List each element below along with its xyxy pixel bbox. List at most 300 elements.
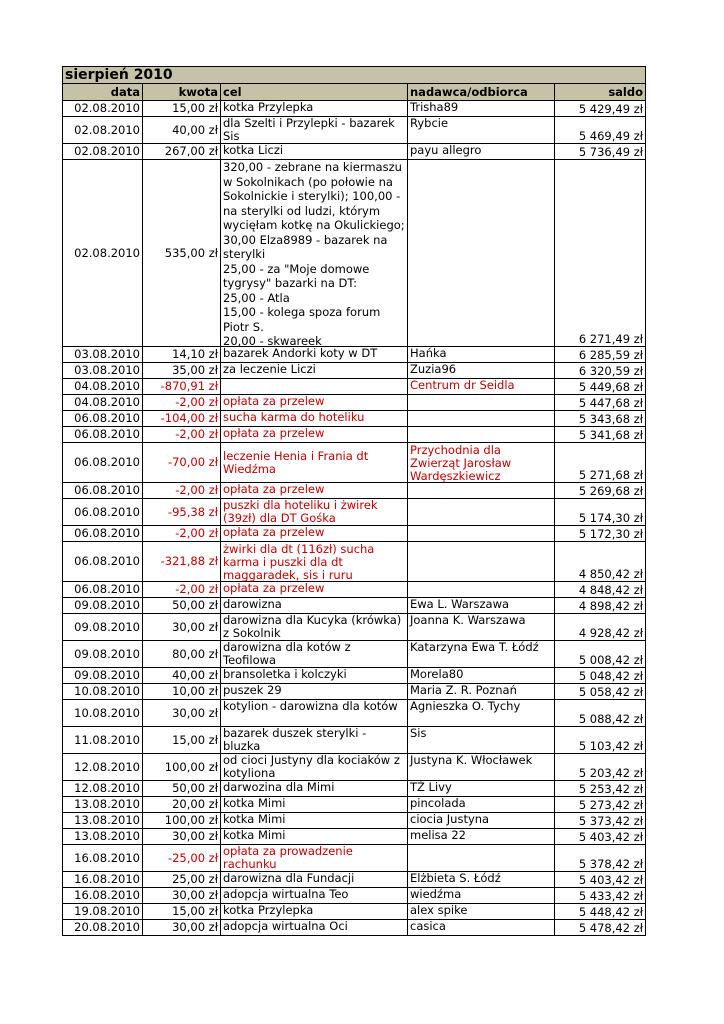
amount-cell-text: -2,00 zł <box>175 582 218 596</box>
cel-cell-text: od cioci Justyny dla kociaków z kotyliona <box>223 753 400 780</box>
saldo-cell <box>555 813 646 829</box>
table-row <box>63 904 646 920</box>
date-cell <box>63 443 143 483</box>
cel-cell <box>221 904 408 920</box>
who-cell-text: wiedźma <box>410 887 462 901</box>
amount-cell-text: -870,91 zł <box>160 379 218 393</box>
date-cell <box>63 542 143 582</box>
cel-cell <box>221 797 408 813</box>
who-cell <box>408 117 555 144</box>
who-cell <box>408 888 555 904</box>
who-cell-text: Przychodnia dla Zwierząt Jarosław Wardęszkiewicz <box>410 442 512 483</box>
saldo-cell <box>555 920 646 936</box>
saldo-cell-text: 6 320,59 zł <box>578 364 643 378</box>
saldo-cell <box>555 754 646 781</box>
amount-cell-text: -70,00 zł <box>167 455 218 469</box>
who-cell <box>408 427 555 443</box>
table-row <box>63 641 646 668</box>
table-row <box>63 483 646 499</box>
date-cell <box>63 920 143 936</box>
table-row <box>63 684 646 700</box>
amount-cell-text: 20,00 zł <box>172 797 218 811</box>
ledger-body <box>63 67 646 936</box>
sheet-title: sierpień 2010 <box>63 67 646 84</box>
saldo-cell <box>555 347 646 363</box>
cel-cell <box>221 700 408 727</box>
cel-cell-text: żwirki dla dt (116zł) sucha karma i puszki dla dt maggaradek, sis i ruru <box>223 541 375 582</box>
amount-cell <box>143 582 221 598</box>
who-cell <box>408 700 555 727</box>
who-cell <box>408 443 555 483</box>
amount-cell-text: 30,00 zł <box>172 920 218 934</box>
cel-cell <box>221 781 408 797</box>
who-cell <box>408 781 555 797</box>
saldo-cell <box>555 872 646 888</box>
cel-cell-text: kotka Mimi <box>223 812 286 826</box>
saldo-cell <box>555 499 646 526</box>
cel-cell-text: darowizna <box>223 597 282 611</box>
date-cell-text: 06.08.2010 <box>74 455 140 469</box>
table-row <box>63 754 646 781</box>
date-cell-text: 20.08.2010 <box>74 920 140 934</box>
amount-cell-text: 50,00 zł <box>172 598 218 612</box>
who-cell <box>408 614 555 641</box>
cel-cell-text: opłata za przelew <box>223 482 325 496</box>
saldo-cell-text: 5 736,49 zł <box>578 145 643 159</box>
saldo-cell-text: 5 403,42 zł <box>578 873 643 887</box>
cel-cell <box>221 499 408 526</box>
table-row <box>63 101 646 117</box>
table-row <box>63 872 646 888</box>
saldo-cell-text: 5 341,68 zł <box>578 428 643 442</box>
who-cell <box>408 526 555 542</box>
cel-cell <box>221 641 408 668</box>
date-cell-text: 06.08.2010 <box>74 427 140 441</box>
who-cell <box>408 598 555 614</box>
date-cell <box>63 904 143 920</box>
amount-cell <box>143 920 221 936</box>
who-cell <box>408 727 555 754</box>
amount-cell-text: -2,00 zł <box>175 427 218 441</box>
saldo-cell <box>555 117 646 144</box>
who-cell <box>408 829 555 845</box>
who-cell <box>408 668 555 684</box>
cel-cell-text: kotka Przylepka <box>223 903 314 917</box>
amount-cell <box>143 614 221 641</box>
table-row <box>63 347 646 363</box>
saldo-cell <box>555 727 646 754</box>
header-row <box>63 84 646 101</box>
cel-cell <box>221 813 408 829</box>
table-row <box>63 845 646 872</box>
saldo-cell-text: 5 058,42 zł <box>578 685 643 699</box>
date-cell-text: 06.08.2010 <box>74 526 140 540</box>
saldo-cell-text: 5 433,42 zł <box>578 889 643 903</box>
table-row <box>63 411 646 427</box>
date-cell <box>63 781 143 797</box>
amount-cell-text: 30,00 zł <box>172 705 218 720</box>
cel-cell-text: puszki dla hoteliku i żwirek (39zł) dla DT Gośka <box>223 498 378 525</box>
saldo-cell-text: 5 478,42 zł <box>578 921 643 935</box>
date-cell-text: 04.08.2010 <box>74 379 140 393</box>
cel-cell <box>221 614 408 641</box>
date-cell-text: 03.08.2010 <box>74 347 140 361</box>
date-cell <box>63 499 143 526</box>
saldo-cell-text: 5 103,42 zł <box>578 739 643 753</box>
date-cell <box>63 598 143 614</box>
cel-cell-text: adopcja wirtualna Teo <box>223 887 349 901</box>
cel-cell <box>221 483 408 499</box>
date-cell <box>63 144 143 160</box>
saldo-cell-text: 5 378,42 zł <box>578 857 643 871</box>
title-row <box>63 67 646 84</box>
cel-cell <box>221 144 408 160</box>
table-row <box>63 379 646 395</box>
who-cell <box>408 904 555 920</box>
who-cell <box>408 754 555 781</box>
who-cell-text: Justyna K. Włocławek <box>410 753 533 767</box>
who-cell-text: pincolada <box>410 796 466 810</box>
cel-cell-text: kotka Przylepka <box>223 100 314 114</box>
cel-cell-text: opłata za prowadzenie rachunku <box>223 844 353 871</box>
saldo-cell-text: 5 447,68 zł <box>578 396 643 410</box>
amount-cell-text: 40,00 zł <box>172 122 218 137</box>
saldo-cell-text: 5 172,30 zł <box>578 527 643 541</box>
table-row <box>63 526 646 542</box>
cel-cell <box>221 542 408 582</box>
cel-cell <box>221 668 408 684</box>
saldo-cell <box>555 395 646 411</box>
cel-cell <box>221 395 408 411</box>
date-cell-text: 02.08.2010 <box>74 245 140 260</box>
amount-cell <box>143 845 221 872</box>
cel-cell-text: adopcja wirtualna Oci <box>223 919 348 933</box>
table-row <box>63 160 646 347</box>
cel-cell <box>221 379 408 395</box>
date-cell-text: 06.08.2010 <box>74 582 140 596</box>
table-row <box>63 542 646 582</box>
amount-cell <box>143 363 221 379</box>
date-cell-text: 10.08.2010 <box>74 684 140 698</box>
date-cell <box>63 845 143 872</box>
amount-cell-text: 14,10 zł <box>172 347 218 361</box>
date-cell-text: 13.08.2010 <box>74 813 140 827</box>
table-row <box>63 598 646 614</box>
cel-cell-text: kotka Liczi <box>223 143 284 157</box>
who-cell <box>408 641 555 668</box>
cel-cell-text: darowizna dla Kucyka (krówka) z Sokolnik <box>223 613 402 640</box>
amount-cell <box>143 499 221 526</box>
table-row <box>63 920 646 936</box>
cel-cell-text: za leczenie Liczi <box>223 362 316 376</box>
saldo-cell <box>555 845 646 872</box>
who-cell-text: payu allegro <box>410 143 482 157</box>
saldo-cell-text: 5 469,49 zł <box>578 129 643 143</box>
who-cell <box>408 813 555 829</box>
date-cell <box>63 582 143 598</box>
cel-cell-text: opłata za przelew <box>223 581 325 595</box>
date-cell-text: 19.08.2010 <box>74 904 140 918</box>
amount-cell-text: 535,00 zł <box>164 245 218 260</box>
table-row <box>63 582 646 598</box>
cel-cell <box>221 526 408 542</box>
date-cell-text: 09.08.2010 <box>74 646 140 661</box>
table-row <box>63 427 646 443</box>
amount-cell <box>143 904 221 920</box>
date-cell <box>63 347 143 363</box>
who-cell <box>408 395 555 411</box>
saldo-cell-text: 5 449,68 zł <box>578 380 643 394</box>
amount-cell <box>143 526 221 542</box>
saldo-cell-text: 5 343,68 zł <box>578 412 643 426</box>
saldo-cell-text: 5 273,42 zł <box>578 798 643 812</box>
table-row <box>63 144 646 160</box>
saldo-cell <box>555 379 646 395</box>
saldo-cell-text: 5 008,42 zł <box>578 653 643 667</box>
amount-cell-text: 15,00 zł <box>172 904 218 918</box>
cel-cell-text: darwozina dla Mimi <box>223 780 335 794</box>
date-cell <box>63 727 143 754</box>
cel-cell <box>221 411 408 427</box>
amount-cell <box>143 160 221 347</box>
date-cell-text: 06.08.2010 <box>74 483 140 497</box>
cel-cell-text: opłata za przelew <box>223 426 325 440</box>
cel-cell-text: 320,00 - zebrane na kiermaszu w Sokolnikach (po połowie na Sokolnickie i sterylki); 100,00 - na sterylki od ludzi, którym wycięłam kotkę na Okulickiego; 30,00 Elza8989 - bazarek na sterylki 25,00 - za "Moje domowe tygrysy" bazarki na DT: 25,00 - Atla 15,00 - kolega spoza forum Piotr S. 20,00 - skwareek <box>223 160 405 348</box>
saldo-cell-text: 4 898,42 zł <box>578 599 643 613</box>
table-row <box>63 443 646 483</box>
amount-cell-text: 100,00 zł <box>164 759 218 774</box>
who-cell-text: melisa 22 <box>410 828 466 842</box>
date-cell <box>63 813 143 829</box>
table-row <box>63 813 646 829</box>
who-cell <box>408 684 555 700</box>
saldo-cell-text: 5 403,42 zł <box>578 830 643 844</box>
amount-cell-text: 15,00 zł <box>172 732 218 747</box>
header-cel: cel <box>221 84 408 101</box>
table-row <box>63 700 646 727</box>
amount-cell <box>143 668 221 684</box>
amount-cell <box>143 427 221 443</box>
header-saldo: saldo <box>555 84 646 101</box>
amount-cell-text: 25,00 zł <box>172 872 218 886</box>
saldo-cell <box>555 582 646 598</box>
saldo-cell <box>555 684 646 700</box>
saldo-cell <box>555 888 646 904</box>
who-cell-text: ciocia Justyna <box>410 812 490 826</box>
amount-cell <box>143 797 221 813</box>
saldo-cell-text: 5 448,42 zł <box>578 905 643 919</box>
date-cell-text: 10.08.2010 <box>74 705 140 720</box>
table-row <box>63 668 646 684</box>
date-cell <box>63 379 143 395</box>
cel-cell <box>221 160 408 347</box>
date-cell-text: 16.08.2010 <box>74 850 140 865</box>
saldo-cell-text: 5 203,42 zł <box>578 766 643 780</box>
cel-cell <box>221 888 408 904</box>
who-cell-text: Maria Z. R. Poznań <box>410 683 517 697</box>
who-cell <box>408 920 555 936</box>
table-row <box>63 829 646 845</box>
who-cell <box>408 845 555 872</box>
date-cell-text: 09.08.2010 <box>74 668 140 682</box>
ledger-table <box>62 66 646 936</box>
date-cell <box>63 160 143 347</box>
date-cell <box>63 754 143 781</box>
cel-cell-text: opłata za przelew <box>223 525 325 539</box>
who-cell-text: Hańka <box>410 346 447 360</box>
saldo-cell <box>555 427 646 443</box>
saldo-cell <box>555 781 646 797</box>
who-cell-text: Zuzia96 <box>410 362 457 376</box>
amount-cell-text: -2,00 zł <box>175 483 218 497</box>
cel-cell-text: leczenie Henia i Frania dt Wiedźma <box>223 448 369 476</box>
saldo-cell-text: 5 048,42 zł <box>578 669 643 683</box>
table-row <box>63 363 646 379</box>
amount-cell <box>143 347 221 363</box>
saldo-cell <box>555 411 646 427</box>
saldo-cell-text: 5 253,42 zł <box>578 782 643 796</box>
saldo-cell <box>555 614 646 641</box>
date-cell <box>63 641 143 668</box>
date-cell-text: 11.08.2010 <box>74 732 140 747</box>
amount-cell-text: 30,00 zł <box>172 829 218 843</box>
date-cell <box>63 395 143 411</box>
amount-cell-text: 10,00 zł <box>172 684 218 698</box>
who-cell <box>408 483 555 499</box>
saldo-cell-text: 6 271,49 zł <box>578 332 643 346</box>
date-cell-text: 16.08.2010 <box>74 872 140 886</box>
date-cell <box>63 668 143 684</box>
cel-cell-text: bazarek duszek sterylki - bluzka <box>223 726 367 753</box>
amount-cell <box>143 542 221 582</box>
cel-cell-text: bransoletka i kolczyki <box>223 667 347 681</box>
table-row <box>63 614 646 641</box>
date-cell <box>63 526 143 542</box>
table-row <box>63 499 646 526</box>
who-cell <box>408 160 555 347</box>
who-cell-text: Trisha89 <box>410 100 459 114</box>
saldo-cell <box>555 797 646 813</box>
date-cell <box>63 117 143 144</box>
date-cell-text: 12.08.2010 <box>74 759 140 774</box>
cel-cell <box>221 582 408 598</box>
table-row <box>63 117 646 144</box>
saldo-cell <box>555 598 646 614</box>
table-row <box>63 797 646 813</box>
amount-cell <box>143 754 221 781</box>
date-cell-text: 03.08.2010 <box>74 363 140 377</box>
amount-cell <box>143 117 221 144</box>
who-cell <box>408 872 555 888</box>
cel-cell <box>221 684 408 700</box>
amount-cell <box>143 598 221 614</box>
date-cell <box>63 411 143 427</box>
amount-cell <box>143 483 221 499</box>
amount-cell <box>143 700 221 727</box>
amount-cell-text: -321,88 zł <box>160 554 218 568</box>
saldo-cell-text: 4 928,42 zł <box>578 626 643 640</box>
who-cell-text: Sis <box>410 726 427 740</box>
saldo-cell <box>555 904 646 920</box>
table-row <box>63 888 646 904</box>
saldo-cell <box>555 443 646 483</box>
amount-cell <box>143 888 221 904</box>
cel-cell-text: kotka Mimi <box>223 796 286 810</box>
amount-cell <box>143 443 221 483</box>
saldo-cell-text: 4 848,42 zł <box>578 583 643 597</box>
date-cell-text: 04.08.2010 <box>74 395 140 409</box>
who-cell <box>408 363 555 379</box>
date-cell <box>63 101 143 117</box>
cel-cell-text: opłata za przelew <box>223 394 325 408</box>
amount-cell <box>143 872 221 888</box>
amount-cell-text: -104,00 zł <box>160 411 218 425</box>
who-cell-text: Centrum dr Seidla <box>410 378 515 392</box>
saldo-cell-text: 5 174,30 zł <box>578 511 643 525</box>
table-row <box>63 395 646 411</box>
amount-cell-text: 100,00 zł <box>164 813 218 827</box>
cel-cell-text: bazarek Andorki koty w DT <box>223 346 378 360</box>
date-cell <box>63 888 143 904</box>
saldo-cell <box>555 101 646 117</box>
amount-cell <box>143 813 221 829</box>
cel-cell-text: dla Szelti i Przylepki - bazarek Sis <box>223 116 395 143</box>
amount-cell-text: -95,38 zł <box>167 504 218 519</box>
saldo-cell <box>555 700 646 727</box>
who-cell-text: Elżbieta S. Łódź <box>410 871 501 885</box>
cel-cell <box>221 754 408 781</box>
who-cell-text: Agnieszka O. Tychy <box>410 699 521 713</box>
cel-cell-text: puszek 29 <box>223 683 282 697</box>
amount-cell-text: 267,00 zł <box>164 144 218 158</box>
amount-cell <box>143 781 221 797</box>
saldo-cell <box>555 668 646 684</box>
cel-cell <box>221 598 408 614</box>
amount-cell-text: 30,00 zł <box>172 888 218 902</box>
saldo-cell-text: 6 285,59 zł <box>578 348 643 362</box>
cel-cell-text: kotylion - darowizna dla kotów <box>223 699 398 713</box>
who-cell <box>408 379 555 395</box>
who-cell-text: Katarzyna Ewa T. Łódź <box>410 640 539 654</box>
cel-cell <box>221 363 408 379</box>
who-cell <box>408 499 555 526</box>
cel-cell-text: kotka Mimi <box>223 828 286 842</box>
who-cell <box>408 144 555 160</box>
amount-cell <box>143 379 221 395</box>
amount-cell <box>143 829 221 845</box>
table-row <box>63 727 646 754</box>
amount-cell-text: 40,00 zł <box>172 668 218 682</box>
amount-cell <box>143 727 221 754</box>
who-cell-text: alex spike <box>410 903 468 917</box>
who-cell-text: Rybcie <box>410 116 449 130</box>
who-cell <box>408 582 555 598</box>
date-cell-text: 13.08.2010 <box>74 797 140 811</box>
date-cell <box>63 829 143 845</box>
amount-cell <box>143 395 221 411</box>
amount-cell-text: -25,00 zł <box>167 850 218 865</box>
cel-cell <box>221 347 408 363</box>
date-cell-text: 16.08.2010 <box>74 888 140 902</box>
date-cell-text: 06.08.2010 <box>74 411 140 425</box>
who-cell <box>408 797 555 813</box>
saldo-cell-text: 5 088,42 zł <box>578 712 643 726</box>
cel-cell <box>221 443 408 483</box>
who-cell <box>408 347 555 363</box>
date-cell-text: 02.08.2010 <box>74 144 140 158</box>
date-cell <box>63 483 143 499</box>
who-cell-text: casica <box>410 919 446 933</box>
